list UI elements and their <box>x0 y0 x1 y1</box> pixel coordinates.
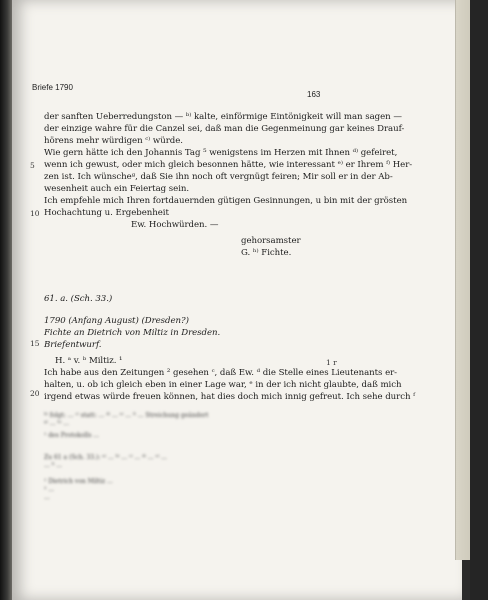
letter-salutation: H. ᵃ v. ᵇ Miltiz. ¹ <box>55 356 123 366</box>
letter-type: Briefentwurf. <box>44 340 102 350</box>
letter-line: Ich habe aus den Zeitungen ² gesehen ᶜ, daß Ew. ᵈ die Stelle eines Lieutenants er- <box>44 368 398 378</box>
footnote-line <box>44 470 334 478</box>
closing-salutation: Ew. Hochwürden. — <box>131 220 219 230</box>
text-line: zen ist. Ich wünscheᵍ, daß Sie ihn noch oft vergnügt feiren; Mir soll er in der Ab- <box>44 172 393 182</box>
text-line: hörens mehr würdigen ᶜ⁾ würde. <box>44 136 183 146</box>
footnotes-blurred <box>44 412 334 502</box>
footnote-line <box>44 440 334 448</box>
footnote-line: ... ᶠ⁾ ... <box>44 462 63 469</box>
running-header: Briefe 1790 <box>32 83 73 92</box>
text-line: wesenheit auch ein Feiertag sein. <box>44 184 190 194</box>
line-number: 20 <box>30 389 40 398</box>
text-line: wenn ich gewust, oder mich gleich besonnen hätte, wie interessant ᵉ⁾ er Ihrem ᶠ⁾ Her- <box>44 160 413 170</box>
signature-name: G. ʰ⁾ Fichte. <box>241 248 292 258</box>
letter-number: 61. a. (Sch. 33.) <box>44 294 113 304</box>
margin-folio: 1 r <box>326 358 337 367</box>
text-line: der einzige wahre für die Canzel sei, daß man die Gegenmeinung gar keines Drauf- <box>44 124 405 134</box>
letter-line: irgend etwas würde freuen können, hat dies doch mich innig gefreut. Ich sehe durch ᶠ <box>44 392 416 402</box>
text-line: der sanften Ueberredungston — ᵇ⁾ kalte, einförmige Eintönigkeit will man sagen — <box>44 112 402 122</box>
footnote-line: Zu 61 a (Sch. 33.): ᵃ⁾ ... ᵇ⁾ ... ᶜ⁾ ... ᵈ⁾ ... ᵉ⁾ ... <box>44 454 167 461</box>
footnote-line: ² ... <box>44 486 55 493</box>
signature-line: gehorsamster <box>241 236 301 246</box>
letter-line: halten, u. ob ich gleich eben in einer Lage war, ᵉ in der ich nicht glaubte, daß mich <box>44 380 402 390</box>
text-line: Wie gern hätte ich den Johannis Tag ⁵ wenigstens im Herzen mit Ihnen ᵈ⁾ gefeiret, <box>44 148 398 158</box>
footnote-line: ... <box>44 494 50 501</box>
line-number: 10 <box>30 209 40 218</box>
book-gutter <box>0 0 12 600</box>
footnote-line: ¹ Dietrich von Miltiz ... <box>44 478 113 485</box>
letter-recipient: Fichte an Dietrich von Miltiz in Dresden. <box>44 328 221 338</box>
page-number: 163 <box>307 90 321 99</box>
footnote-line: ¹ des Protokolls ... <box>44 432 100 439</box>
letter-date-place: 1790 (Anfang August) (Dresden?) <box>44 316 189 326</box>
line-number: 15 <box>30 339 40 348</box>
footnote-line: ᵇ⁾ folgt: ... ᶜ⁾ statt: ... ᵈ⁾ ... ᵉ⁾ ... ᶠ⁾ ... Streichung geändert <box>44 412 209 419</box>
text-line: Hochachtung u. Ergebenheit <box>44 208 169 218</box>
background-edge <box>470 0 488 600</box>
text-line: Ich empfehle mich Ihren fortdauernden gütigen Gesinnungen, u bin mit der grösten <box>44 196 408 206</box>
line-number: 5 <box>30 161 35 170</box>
footnote-line: ᵍ⁾ ... ʰ⁾ ... <box>44 420 70 427</box>
